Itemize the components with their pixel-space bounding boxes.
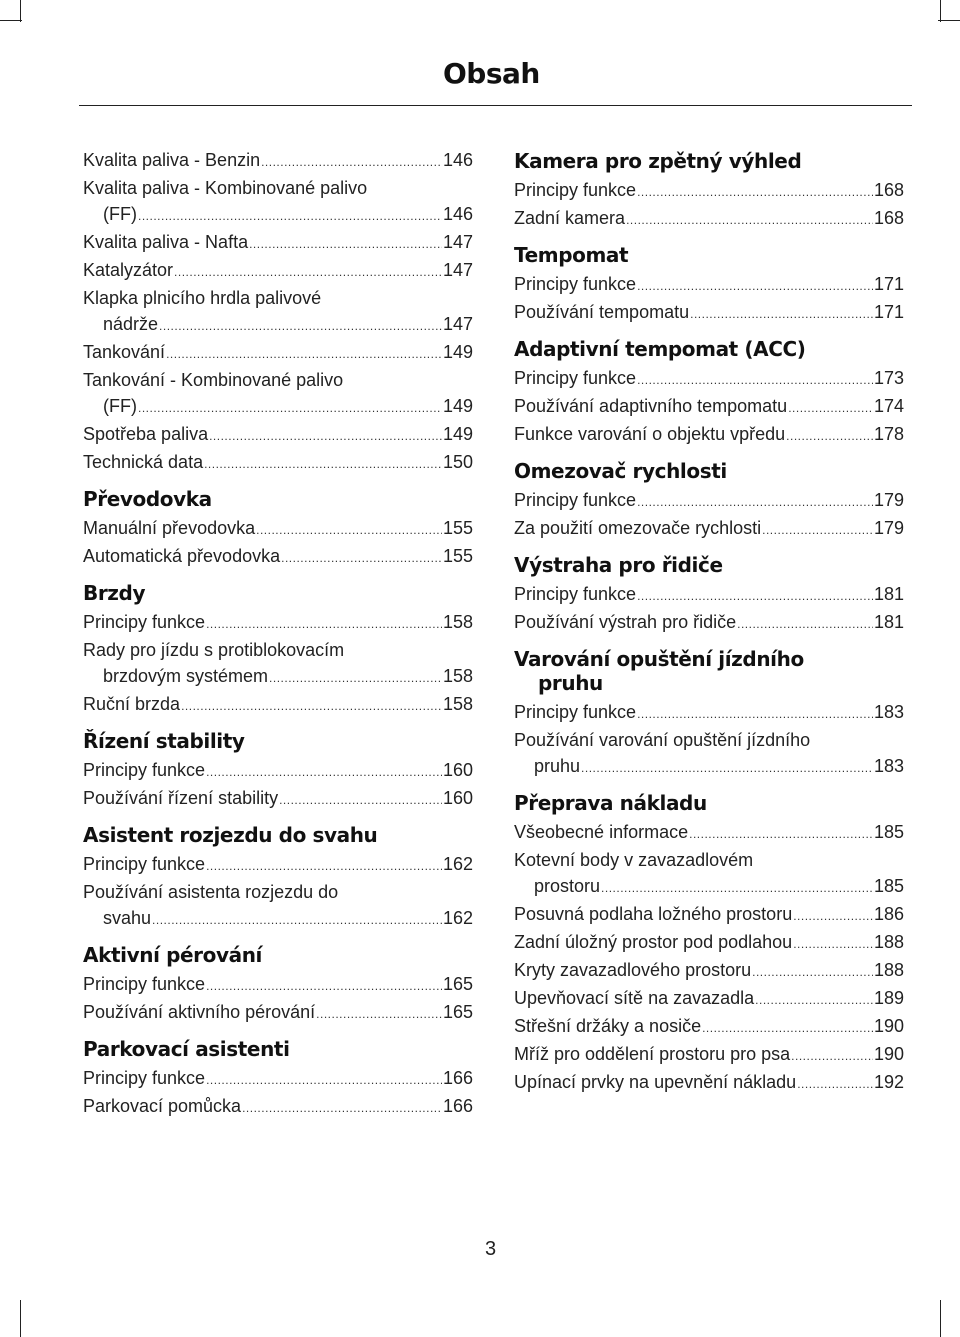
toc-entry[interactable]	[83, 1093, 473, 1121]
toc-entry[interactable]	[83, 285, 473, 339]
entry-title: Upevňovací sítě na zavazadla	[514, 988, 755, 1008]
dot-leader	[737, 609, 873, 637]
entry-title: Klapka plnicího hrdla palivové	[83, 288, 322, 308]
entry-page-number: 165	[442, 1002, 473, 1022]
entry-page-number: 146	[442, 150, 473, 170]
toc-entry[interactable]	[83, 609, 473, 637]
toc-entry[interactable]	[83, 257, 473, 285]
section-heading: Omezovač rychlosti	[514, 459, 727, 483]
entry-title: Kvalita paliva - Kombinované palivo	[83, 178, 368, 198]
section-heading: Tempomat	[514, 243, 629, 267]
entry-title-continuation: brzdovým systémem	[103, 666, 269, 686]
entry-page-number: 147	[442, 232, 473, 252]
toc-section	[83, 487, 473, 571]
entry-page-number: 168	[873, 208, 904, 228]
dot-leader	[279, 785, 442, 813]
entry-page-number: 192	[873, 1072, 904, 1092]
toc-entry[interactable]	[83, 851, 473, 879]
entry-page-number: 188	[873, 932, 904, 952]
dot-leader	[159, 311, 442, 339]
toc-entry[interactable]	[83, 421, 473, 449]
entry-page-number: 155	[442, 546, 473, 566]
toc-entry[interactable]	[514, 421, 904, 449]
entry-page-number: 146	[442, 204, 473, 224]
toc-entry[interactable]	[514, 847, 904, 901]
section-heading: Adaptivní tempomat (ACC)	[514, 337, 806, 361]
toc-entry[interactable]	[83, 637, 473, 691]
dot-leader	[791, 1041, 873, 1069]
entry-title: Principy funkce	[514, 490, 637, 510]
entry-title: Kvalita paliva - Nafta	[83, 232, 249, 252]
entry-title: Principy funkce	[514, 274, 637, 294]
dot-leader	[637, 581, 873, 609]
entry-page-number: 150	[442, 452, 473, 472]
entry-title: Kryty zavazadlového prostoru	[514, 960, 752, 980]
entry-title: Principy funkce	[514, 368, 637, 388]
entry-page-number: 158	[442, 612, 473, 632]
dot-leader	[689, 819, 873, 847]
section-heading: Kamera pro zpětný výhled	[514, 149, 802, 173]
entry-title: Ruční brzda	[83, 694, 181, 714]
entry-title-continuation: nádrže	[103, 314, 159, 334]
section-heading: Přeprava nákladu	[514, 791, 707, 815]
entry-page-number: 147	[442, 260, 473, 280]
entry-title: Principy funkce	[83, 974, 206, 994]
toc-section	[514, 553, 904, 637]
toc-entry[interactable]	[83, 785, 473, 813]
entry-page-number: 160	[442, 788, 473, 808]
section-heading: Asistent rozjezdu do svahu	[83, 823, 378, 847]
entry-title: Automatická převodovka	[83, 546, 281, 566]
entry-title: Posuvná podlaha ložného prostoru	[514, 904, 793, 924]
entry-page-number: 162	[442, 908, 473, 928]
entry-title: Mříž pro oddělení prostoru pro psa	[514, 1044, 791, 1064]
section-heading: Brzdy	[83, 581, 146, 605]
toc-section	[83, 581, 473, 719]
entry-title: Principy funkce	[514, 584, 637, 604]
crop-mark	[0, 20, 22, 21]
entry-title: Kotevní body v zavazadlovém	[514, 850, 754, 870]
toc-section	[514, 459, 904, 543]
crop-mark	[938, 20, 960, 21]
toc-left-column	[83, 147, 473, 1121]
entry-page-number: 185	[873, 822, 904, 842]
toc-entry[interactable]	[514, 727, 904, 781]
toc-entry[interactable]	[514, 365, 904, 393]
dot-leader	[626, 205, 873, 233]
dot-leader	[788, 393, 873, 421]
entry-page-number: 173	[873, 368, 904, 388]
entry-title: Tankování - Kombinované palivo	[83, 370, 344, 390]
toc-entry[interactable]	[514, 299, 904, 327]
entry-title: Používání aktivního pérování	[83, 1002, 316, 1022]
dot-leader	[249, 229, 442, 257]
entry-title: Principy funkce	[83, 854, 206, 874]
entry-title: Principy funkce	[83, 612, 206, 632]
dot-leader	[261, 147, 442, 175]
entry-page-number: 155	[442, 518, 473, 538]
dot-leader	[637, 487, 873, 515]
toc-section	[83, 729, 473, 813]
entry-page-number: 181	[873, 612, 904, 632]
entry-title: Spotřeba paliva	[83, 424, 209, 444]
entry-title: Zadní úložný prostor pod podlahou	[514, 932, 793, 952]
entry-title: Tankování	[83, 342, 166, 362]
dot-leader	[281, 543, 442, 571]
entry-page-number: 179	[873, 490, 904, 510]
toc-entry[interactable]	[83, 971, 473, 999]
entry-page-number: 181	[873, 584, 904, 604]
toc-entry[interactable]	[514, 581, 904, 609]
toc-entry[interactable]	[83, 879, 473, 933]
entry-title: Parkovací pomůcka	[83, 1096, 242, 1116]
toc-entry[interactable]	[83, 757, 473, 785]
entry-title: Technická data	[83, 452, 204, 472]
toc-entry[interactable]	[83, 1065, 473, 1093]
entry-page-number: 147	[442, 314, 473, 334]
entry-page-number: 166	[442, 1096, 473, 1116]
toc-section	[83, 1037, 473, 1121]
toc-right-column	[514, 147, 904, 1097]
toc-entry[interactable]	[514, 699, 904, 727]
entry-page-number: 149	[442, 396, 473, 416]
dot-leader	[581, 753, 873, 781]
entry-page-number: 190	[873, 1016, 904, 1036]
entry-page-number: 186	[873, 904, 904, 924]
entry-page-number: 178	[873, 424, 904, 444]
entry-title: Principy funkce	[83, 760, 206, 780]
entry-title: Manuální převodovka	[83, 518, 256, 538]
entry-title-continuation: pruhu	[534, 756, 581, 776]
toc-entry[interactable]	[514, 819, 904, 847]
entry-title: Funkce varování o objektu vpředu	[514, 424, 786, 444]
toc-section	[514, 791, 904, 1097]
dot-leader	[206, 757, 442, 785]
entry-title: Používání varování opuštění jízdního	[514, 730, 811, 750]
toc-entry[interactable]	[83, 691, 473, 719]
dot-leader	[601, 873, 873, 901]
dot-leader	[181, 691, 442, 719]
toc-section	[83, 147, 473, 477]
section-heading: Převodovka	[83, 487, 212, 511]
entry-page-number: 174	[873, 396, 904, 416]
entry-page-number: 188	[873, 960, 904, 980]
section-heading: Výstraha pro řidiče	[514, 553, 723, 577]
entry-title: Používání asistenta rozjezdu do	[83, 882, 339, 902]
dot-leader	[138, 201, 442, 229]
entry-page-number: 158	[442, 694, 473, 714]
entry-page-number: 166	[442, 1068, 473, 1088]
entry-title: Principy funkce	[514, 702, 637, 722]
dot-leader	[702, 1013, 873, 1041]
dot-leader	[637, 177, 873, 205]
entry-title: Zadní kamera	[514, 208, 626, 228]
toc-entry[interactable]	[514, 393, 904, 421]
toc-section	[514, 337, 904, 449]
toc-entry[interactable]	[514, 1013, 904, 1041]
dot-leader	[209, 421, 442, 449]
toc-section	[514, 243, 904, 327]
toc-entry[interactable]	[83, 515, 473, 543]
dot-leader	[690, 299, 873, 327]
toc-entry[interactable]	[83, 229, 473, 257]
toc-entry[interactable]	[83, 999, 473, 1027]
dot-leader	[166, 339, 442, 367]
dot-leader	[797, 1069, 873, 1097]
toc-entry[interactable]	[83, 367, 473, 421]
entry-page-number: 162	[442, 854, 473, 874]
header-rule	[79, 105, 912, 106]
crop-mark	[940, 1300, 941, 1337]
entry-page-number: 179	[873, 518, 904, 538]
dot-leader	[174, 257, 442, 285]
dot-leader	[752, 957, 873, 985]
entry-title-continuation: (FF)	[103, 204, 137, 224]
entry-title: Používání řízení stability	[83, 788, 279, 808]
toc-entry[interactable]	[514, 985, 904, 1013]
toc-entry[interactable]	[514, 515, 904, 543]
entry-title: Principy funkce	[514, 180, 637, 200]
crop-mark	[20, 1300, 21, 1337]
dot-leader	[206, 609, 442, 637]
toc-entry[interactable]	[514, 1069, 904, 1097]
toc-entry[interactable]	[83, 543, 473, 571]
entry-title: Střešní držáky a nosiče	[514, 1016, 702, 1036]
entry-page-number: 171	[873, 274, 904, 294]
entry-title-continuation: (FF)	[103, 396, 137, 416]
toc-entry[interactable]	[83, 449, 473, 477]
crop-mark	[940, 0, 941, 22]
toc-section	[514, 647, 904, 781]
entry-page-number: 189	[873, 988, 904, 1008]
entry-page-number: 183	[873, 702, 904, 722]
entry-title: Používání adaptivního tempomatu	[514, 396, 788, 416]
toc-entry[interactable]	[514, 271, 904, 299]
toc-section	[83, 823, 473, 933]
entry-page-number: 190	[873, 1044, 904, 1064]
dot-leader	[786, 421, 873, 449]
entry-title: Upínací prvky na upevnění nákladu	[514, 1072, 797, 1092]
dot-leader	[637, 699, 873, 727]
toc-section	[83, 943, 473, 1027]
entry-page-number: 160	[442, 760, 473, 780]
toc-entry[interactable]	[514, 957, 904, 985]
entry-page-number: 168	[873, 180, 904, 200]
section-heading: Řízení stability	[83, 729, 245, 753]
dot-leader	[793, 929, 873, 957]
entry-title-continuation: svahu	[103, 908, 152, 928]
entry-title: Všeobecné informace	[514, 822, 689, 842]
dot-leader	[793, 901, 873, 929]
dot-leader	[206, 1065, 442, 1093]
dot-leader	[637, 271, 873, 299]
crop-mark	[20, 0, 21, 22]
entry-page-number: 171	[873, 302, 904, 322]
entry-title: Rady pro jízdu s protiblokovacím	[83, 640, 345, 660]
page-title: Obsah	[443, 57, 540, 90]
entry-title: Používání tempomatu	[514, 302, 690, 322]
toc-entry[interactable]	[514, 177, 904, 205]
entry-title: Za použití omezovače rychlosti	[514, 518, 762, 538]
toc-entry[interactable]	[83, 147, 473, 175]
dot-leader	[206, 851, 442, 879]
entry-title: Principy funkce	[83, 1068, 206, 1088]
entry-title: Kvalita paliva - Benzin	[83, 150, 261, 170]
toc-entry[interactable]	[83, 175, 473, 229]
entry-page-number: 149	[442, 342, 473, 362]
dot-leader	[204, 449, 442, 477]
dot-leader	[762, 515, 873, 543]
toc-entry[interactable]	[514, 901, 904, 929]
entry-title: Používání výstrah pro řidiče	[514, 612, 737, 632]
entry-title-continuation: prostoru	[534, 876, 601, 896]
dot-leader	[152, 905, 442, 933]
page-number: 3	[485, 1238, 497, 1260]
entry-page-number: 165	[442, 974, 473, 994]
toc-entry[interactable]	[514, 609, 904, 637]
toc-entry[interactable]	[514, 487, 904, 515]
toc-entry[interactable]	[83, 339, 473, 367]
dot-leader	[269, 663, 442, 691]
toc-entry[interactable]	[514, 205, 904, 233]
entry-title: Katalyzátor	[83, 260, 174, 280]
dot-leader	[242, 1093, 442, 1121]
section-heading: Aktivní pérování	[83, 943, 263, 967]
entry-page-number: 185	[873, 876, 904, 896]
entry-page-number: 149	[442, 424, 473, 444]
dot-leader	[637, 365, 873, 393]
dot-leader	[256, 515, 442, 543]
section-heading: Parkovací asistenti	[83, 1037, 290, 1061]
section-heading: Varování opuštění jízdního pruhu	[514, 647, 804, 695]
dot-leader	[755, 985, 873, 1013]
entry-page-number: 183	[873, 756, 904, 776]
toc-entry[interactable]	[514, 1041, 904, 1069]
dot-leader	[316, 999, 442, 1027]
toc-section	[514, 149, 904, 233]
toc-entry[interactable]	[514, 929, 904, 957]
dot-leader	[138, 393, 442, 421]
entry-page-number: 158	[442, 666, 473, 686]
dot-leader	[206, 971, 442, 999]
